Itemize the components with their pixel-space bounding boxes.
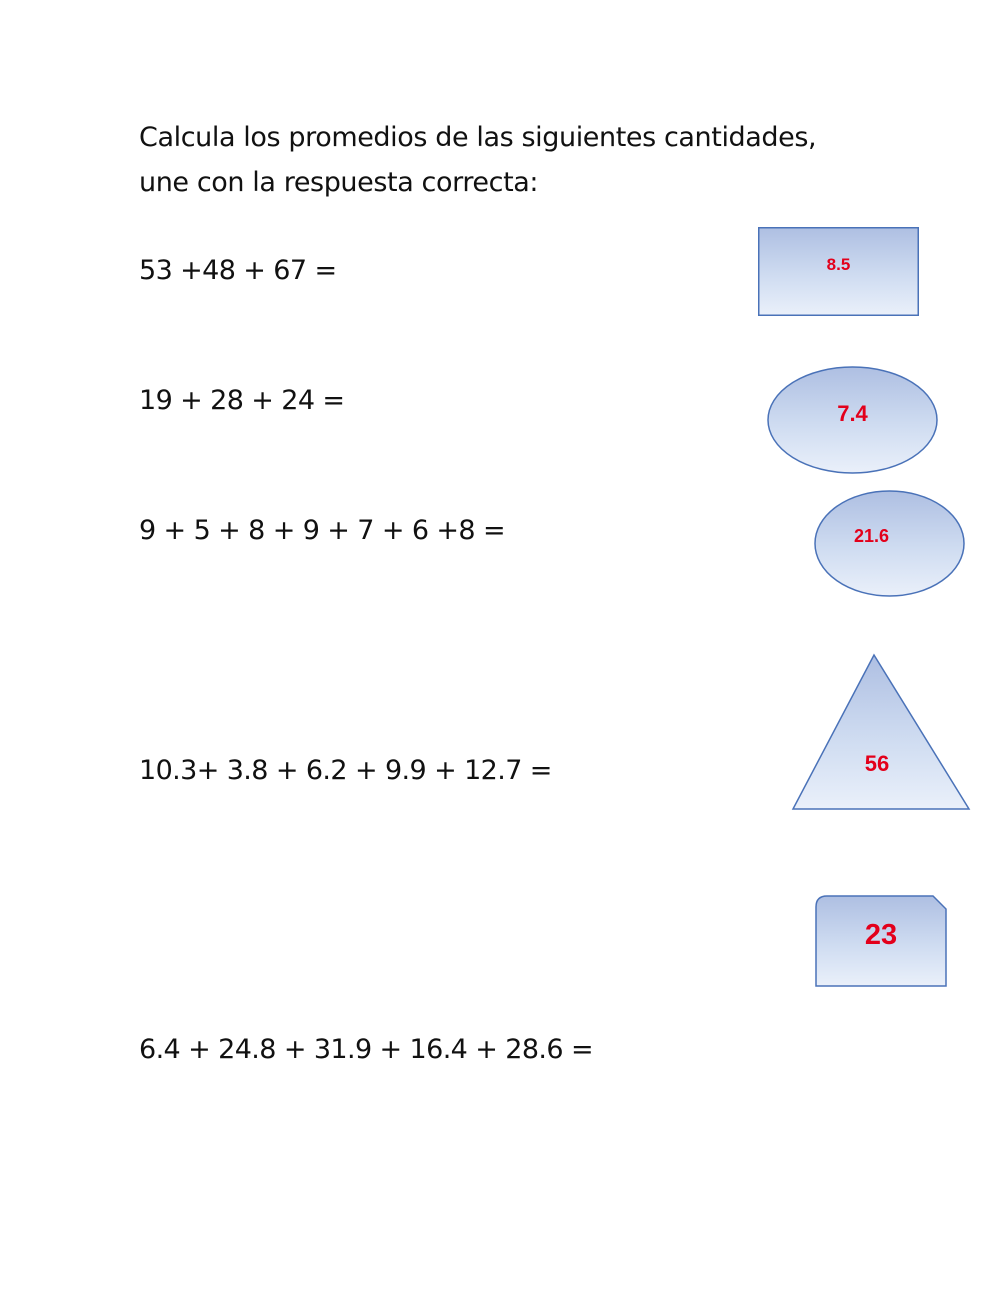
instructions [139, 115, 859, 205]
answer-rectangle-8-5[interactable] [758, 227, 919, 316]
snipped-rectangle-shape [815, 895, 947, 987]
problem-1: 53 +48 + 67 = [139, 255, 337, 286]
answer-ellipse-7-4[interactable] [767, 366, 938, 474]
ellipse-shape [767, 366, 938, 474]
rectangle-shape [758, 227, 919, 316]
answer-label: 21.6 [853, 526, 890, 546]
answer-snipped-rectangle-23[interactable] [815, 895, 947, 987]
triangle-shape [791, 654, 971, 810]
problem-2: 19 + 28 + 24 = [139, 385, 345, 416]
answer-label: 8.5 [826, 255, 851, 274]
answer-label: 7.4 [837, 401, 868, 426]
instructions-line-2: une con la respuesta correcta: [139, 167, 539, 198]
problem-4: 10.3+ 3.8 + 6.2 + 9.9 + 12.7 = [139, 755, 552, 786]
answer-label: 23 [864, 919, 898, 951]
ellipse-shape [814, 490, 965, 597]
answer-label: 56 [864, 751, 890, 776]
answer-ellipse-21-6[interactable] [814, 490, 965, 597]
problem-5: 6.4 + 24.8 + 31.9 + 16.4 + 28.6 = [139, 1034, 593, 1065]
answer-triangle-56[interactable] [791, 654, 971, 810]
problem-3: 9 + 5 + 8 + 9 + 7 + 6 +8 = [139, 515, 505, 546]
instructions-line-1: Calcula los promedios de las siguientes cantidades, [139, 122, 817, 153]
